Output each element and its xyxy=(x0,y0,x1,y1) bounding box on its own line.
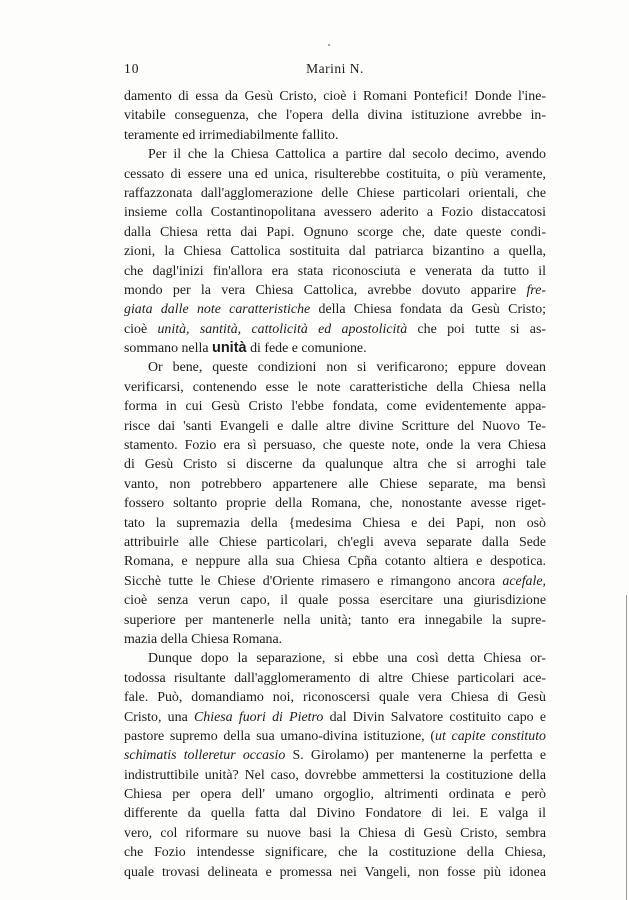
text-line xyxy=(124,87,546,106)
text-segment: quale trovasi delineata e promessa nei Vangeli, non fosse più idonea xyxy=(124,864,546,880)
text-line xyxy=(124,494,546,513)
text-line xyxy=(124,785,546,804)
text-line xyxy=(124,630,546,649)
scan-speck xyxy=(328,44,330,46)
text-segment: che dagl'inizi fin'allora era stata riconosciuta e venerata da tutto il xyxy=(124,263,546,279)
text-line xyxy=(124,126,546,145)
text-line xyxy=(124,300,546,319)
bold-text: unità xyxy=(211,340,247,357)
text-line xyxy=(124,766,546,785)
text-segment: vero, col riformare su nuove basi la Chiesa di Gesù Cristo, sembra xyxy=(124,825,546,841)
text-segment: tato la supremazia della {medesima Chiesa e dei Papi, non osò xyxy=(124,515,546,531)
text-line xyxy=(124,358,546,377)
text-segment: dal Divin Salvatore costituito capo e xyxy=(323,709,547,725)
text-segment: forma in cui Gesù Cristo l'ebbe fondata, come evidentemente appa- xyxy=(124,399,546,415)
text-line xyxy=(124,746,546,765)
text-segment: todossa risultante dall'agglomeramento di altre Chiese particolari ace- xyxy=(124,670,546,686)
italic-text: ut capite constituto xyxy=(435,728,547,744)
text-line xyxy=(124,203,546,222)
text-segment: della Chiesa fondata da Gesù Cristo; xyxy=(310,302,547,318)
text-line xyxy=(124,591,546,610)
text-segment: vanto, non potrebbero appartenere alle Chiese separate, ma bensì xyxy=(124,476,546,492)
italic-text: unità, santità, cattolicità ed apostolicità xyxy=(157,321,408,337)
text-segment: Dunque dopo la separazione, si ebbe una così detta Chiesa or- xyxy=(148,651,546,667)
text-line xyxy=(124,824,546,843)
text-line xyxy=(124,669,546,688)
body-text xyxy=(124,87,546,882)
text-line xyxy=(124,572,546,591)
text-segment: Or bene, queste condizioni non si verificarono; eppure dovean xyxy=(148,360,546,376)
text-segment: cessato di essere una ed unica, risulterebbe costituita, o più veramente, xyxy=(124,166,546,182)
text-segment: verificarsi, contenendo esse le note caratteristiche della Chiesa nella xyxy=(124,379,546,395)
page-number: 10 xyxy=(124,61,140,76)
italic-text: fre- xyxy=(526,282,546,298)
text-line xyxy=(124,378,546,397)
text-line xyxy=(124,184,546,203)
running-head: Marini N. xyxy=(306,61,364,76)
text-segment: di Gesù Cristo si discerne da qualunque altra che si arroghi tale xyxy=(124,457,546,473)
text-segment: differente da quella fatta dal Divino Fondatore di lei. E valga il xyxy=(124,806,546,822)
text-segment: zioni, la Chiesa Cattolica sostituita dal patriarca bizantino a quella, xyxy=(124,244,546,260)
text-segment: indistruttibile unità? Nel caso, dovrebbe ammettersi la costituzione della xyxy=(124,767,546,783)
text-line xyxy=(124,455,546,474)
text-line xyxy=(124,475,546,494)
text-segment: fossero soltanto proprie della Romana, che, nonostante avesse riget- xyxy=(124,496,546,512)
text-line xyxy=(124,223,546,242)
text-line xyxy=(124,727,546,746)
italic-text: Chiesa fuori di Pietro xyxy=(194,709,324,725)
text-line xyxy=(124,514,546,533)
italic-text: giata dalle note caratteristiche xyxy=(124,302,311,318)
text-segment: S. Girolamo) per mantenerne la perfetta e xyxy=(285,748,546,764)
text-segment: cioè senza verun capo, il quale possa esercitare una giurisdizione xyxy=(124,593,546,609)
text-segment: raffazzonata dall'agglomerazione delle Chiese particolari orientali, che xyxy=(124,185,546,201)
text-line xyxy=(124,242,546,261)
text-segment: cioè xyxy=(124,321,158,337)
text-segment: che Fozio intendesse significare, che la costituzione della Chiesa, xyxy=(124,845,546,861)
text-segment: Sicchè tutte le Chiese d'Oriente rimasero e rimangono ancora xyxy=(124,573,503,589)
text-line xyxy=(124,281,546,300)
text-line xyxy=(124,649,546,668)
text-segment: teramente ed irrimediabilmente fallito. xyxy=(124,127,339,143)
text-segment: che poi tutte si as- xyxy=(407,321,546,337)
text-line xyxy=(124,417,546,436)
text-segment: Romana, e neppure alla sua Chiesa Cpña cotanto altiera e despotica. xyxy=(124,554,546,570)
page-header xyxy=(124,61,546,81)
text-line xyxy=(124,165,546,184)
text-line xyxy=(124,320,546,339)
text-segment: mazia della Chiesa Romana. xyxy=(124,631,283,647)
text-line xyxy=(124,106,546,125)
text-line xyxy=(124,533,546,552)
italic-text: schimatis tolleretur occasio xyxy=(124,748,286,764)
text-line xyxy=(124,804,546,823)
text-segment: dalla Chiesa retta dai Papi. Ognuno scorge che, date queste condi- xyxy=(124,224,546,240)
text-line xyxy=(124,708,546,727)
text-segment: attribuirle alle Chiese particolari, ch'egli aveva separate dalla Sede xyxy=(124,534,546,550)
text-segment: Cristo, una xyxy=(124,709,194,725)
text-segment: sommano nella xyxy=(124,341,212,357)
text-segment: pastore supremo della sua umano-divina istituzione, ( xyxy=(124,728,435,744)
text-segment: insieme colla Costantinopolitana avessero aderito a Fozio distaccatosi xyxy=(124,205,546,221)
text-segment: Per il che la Chiesa Cattolica a partire dal secolo decimo, avendo xyxy=(148,147,546,163)
text-line xyxy=(124,688,546,707)
text-line xyxy=(124,611,546,630)
text-segment: damento di essa da Gesù Cristo, cioè i Romani Pontefici! Donde l'ine- xyxy=(124,89,546,104)
text-segment: vitabile conseguenza, che l'opera della divina istituzione avrebbe in- xyxy=(124,108,546,124)
text-line xyxy=(124,436,546,455)
text-segment: stamento. Fozio era sì persuaso, che queste note, onde la vera Chiesa xyxy=(124,438,546,454)
text-segment: superiore per mantenerle nella unità; tanto era innegabile la supre- xyxy=(124,612,546,628)
text-segment: Chiesa per opera dell' umano orgoglio, altrimenti ordinata e però xyxy=(124,787,546,803)
text-segment: fale. Può, domandiamo noi, riconoscersi quale vera Chiesa di Gesù xyxy=(124,690,546,706)
page-edge-line xyxy=(626,595,627,900)
italic-text: acefale, xyxy=(502,573,546,589)
text-line xyxy=(124,397,546,416)
text-line xyxy=(124,843,546,862)
text-segment: di fede e comunione. xyxy=(246,341,367,357)
text-line xyxy=(124,262,546,281)
text-line xyxy=(124,339,546,358)
text-line xyxy=(124,145,546,164)
text-line xyxy=(124,863,546,882)
text-segment: risce dai 'santi Evangeli e dalle altre divine Scritture del Nuovo Te- xyxy=(124,418,546,434)
text-segment: mondo per la vera Chiesa Cattolica, avrebbe dovuto apparire xyxy=(124,282,527,298)
text-line xyxy=(124,552,546,571)
